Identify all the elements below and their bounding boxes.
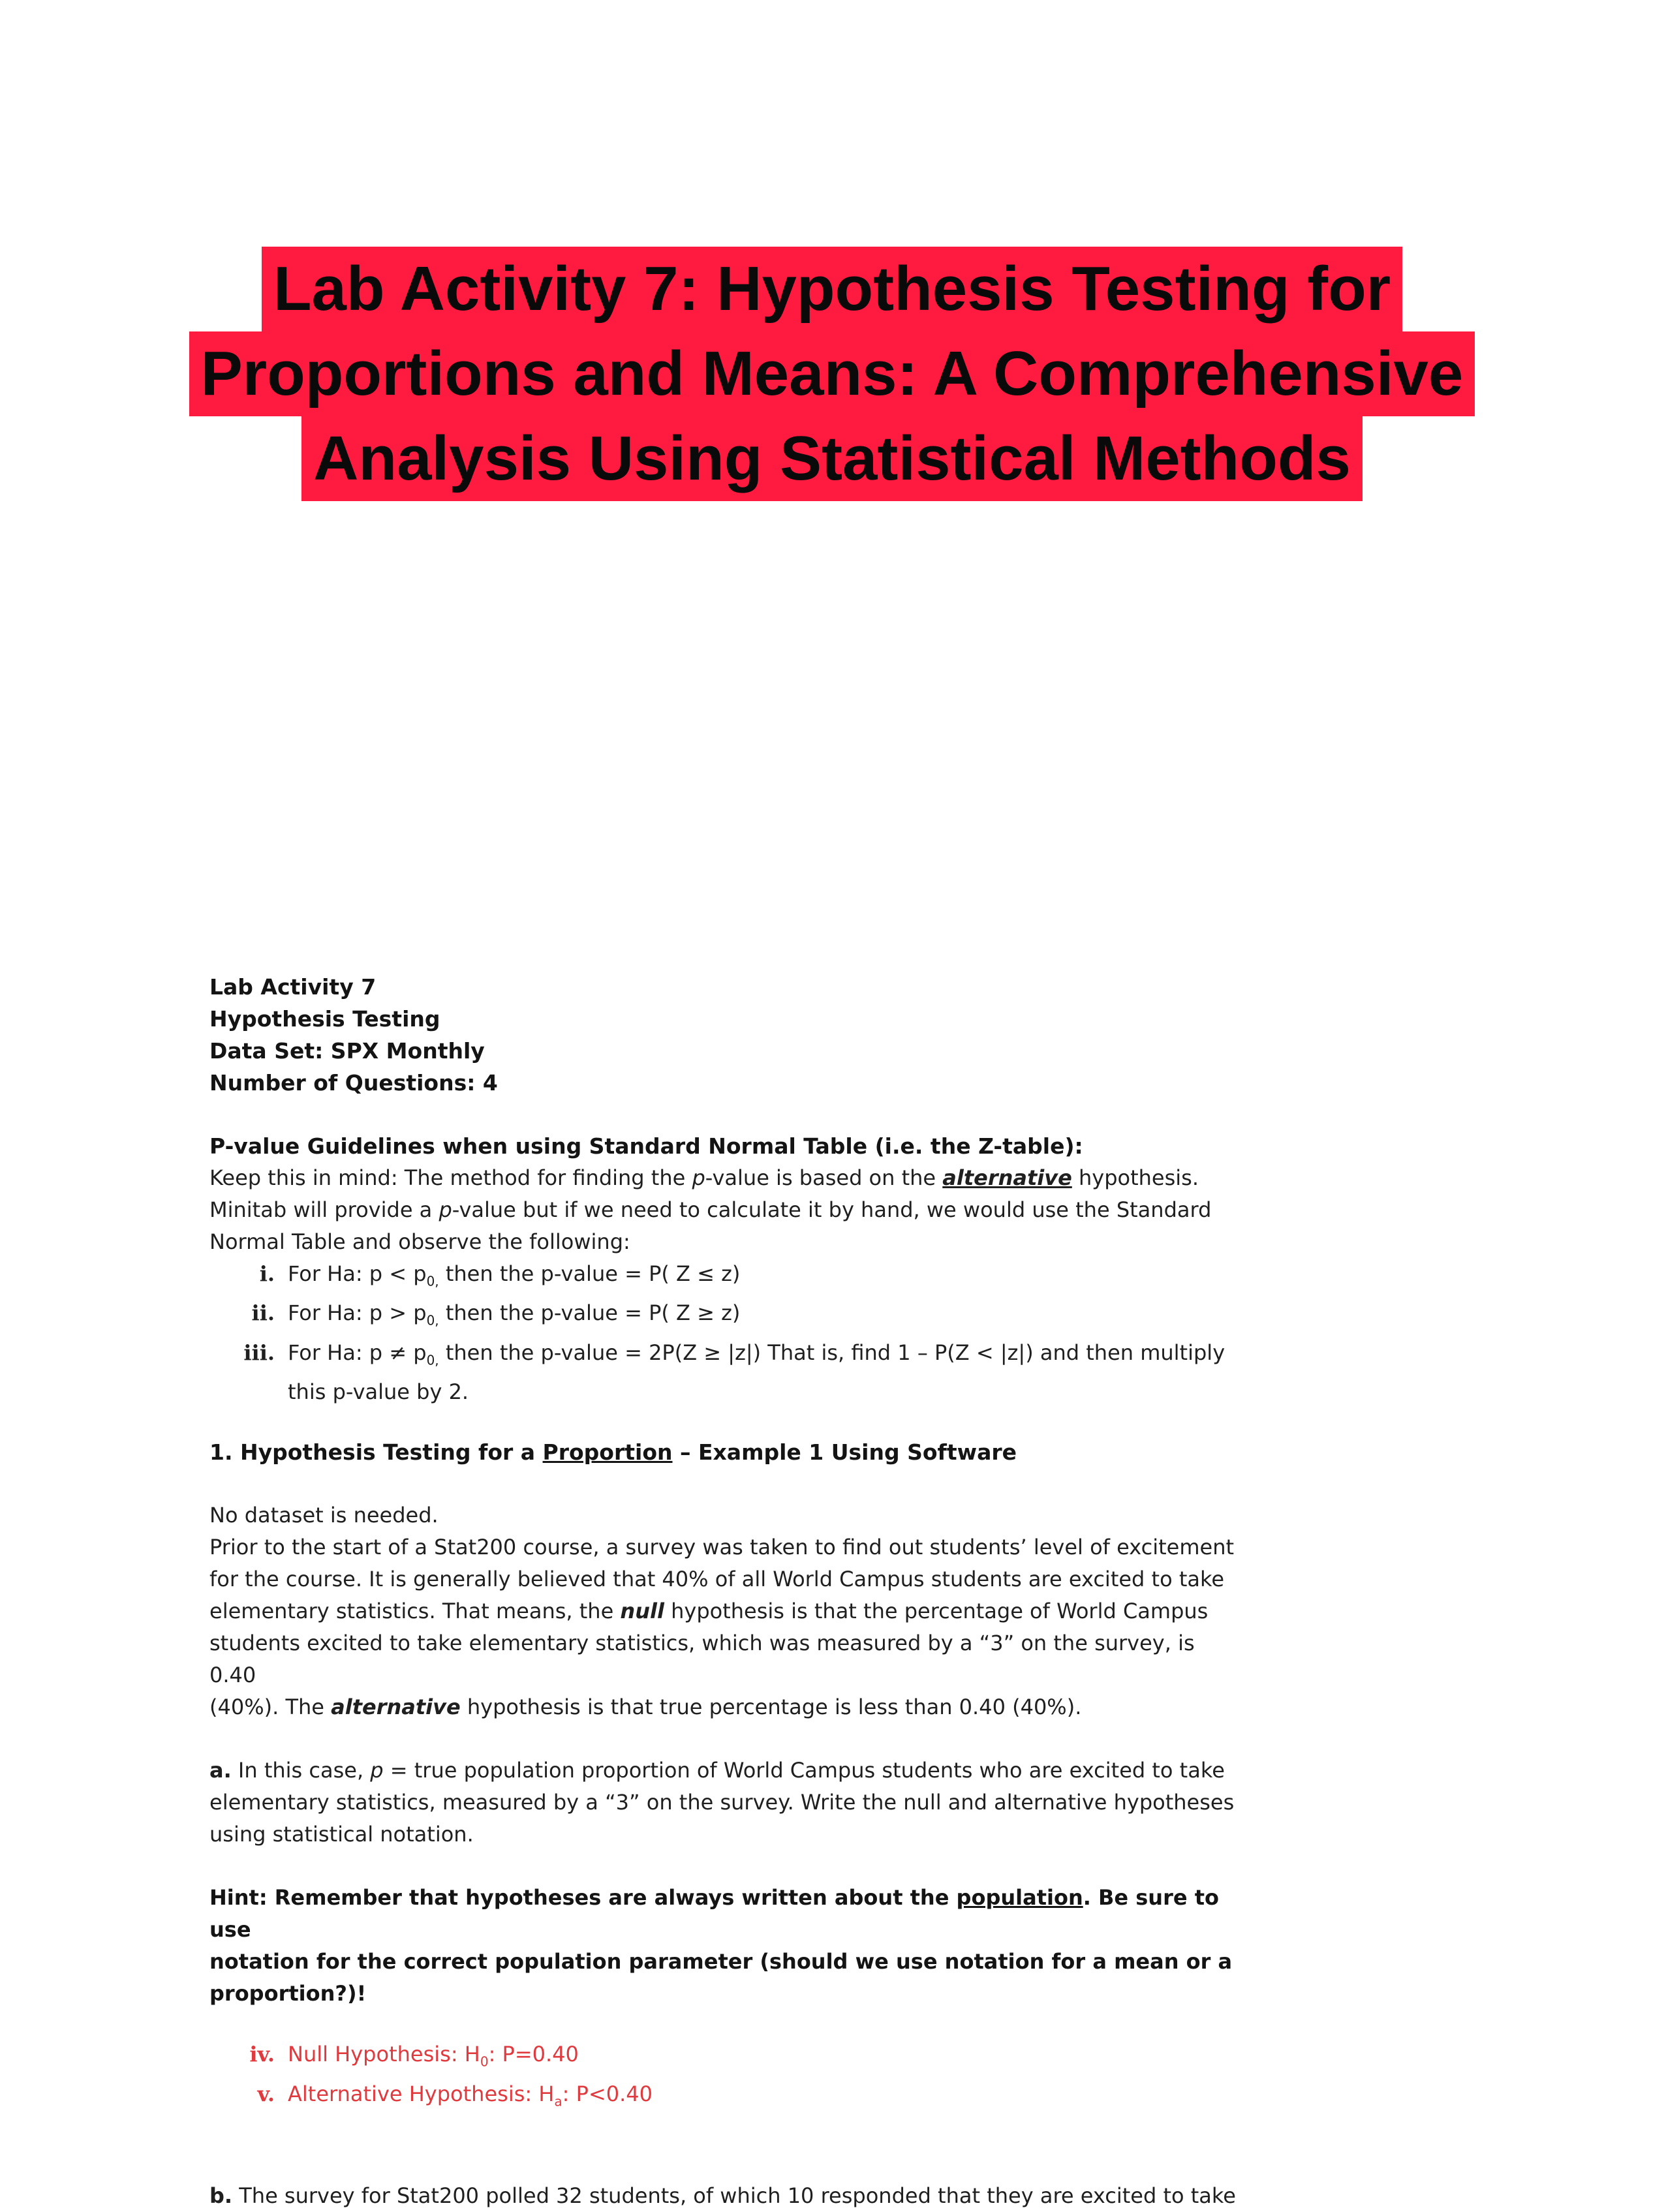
question-b-line-1: b. The survey for Stat200 polled 32 students, of which 10 responded that they are excited to take: [209, 2183, 1236, 2208]
guidelines-heading: P-value Guidelines when using Standard Normal Table (i.e. the Z-table):: [209, 1133, 1083, 1159]
dataset-label: Data Set: SPX Monthly: [209, 1038, 485, 1064]
section-1: [209, 1436, 1240, 2212]
title-line-2: Proportions and Means: A Comprehensive: [189, 331, 1475, 416]
guidelines-line-1: Keep this in mind: The method for finding the p-value is based on the alternative hypothesis.: [209, 1165, 1199, 1190]
list-item-continuation: this p-value by 2.: [288, 1379, 469, 1405]
alternative-emphasis: alternative: [942, 1165, 1072, 1190]
pvalue-guidelines: [209, 1130, 1240, 1408]
answer-list: [209, 2038, 1240, 2117]
guidelines-line-3: Normal Table and observe the following:: [209, 1229, 630, 1254]
intro-paragraph-line-5: (40%). The alternative hypothesis is that true percentage is less than 0.40 (40%).: [209, 1695, 1082, 1720]
title-line-1: Lab Activity 7: Hypothesis Testing for: [262, 247, 1402, 331]
hint-line-2: notation for the correct population parameter (should we use notation for a mean or a: [209, 1949, 1233, 1974]
no-dataset-note: No dataset is needed.: [209, 1503, 439, 1528]
guidelines-list: [209, 1258, 1240, 1408]
document-body: [209, 971, 1240, 2212]
intro-paragraph-line-1: Prior to the start of a Stat200 course, a survey was taken to find out students’ level of excitement: [209, 1535, 1235, 1560]
title-line-3: Analysis Using Statistical Methods: [301, 416, 1363, 501]
document-title: [0, 247, 1664, 501]
list-item: ii. For Ha: $p > p_{0,}$ then the p-value = P( Z ≥ z): [251, 1300, 741, 1329]
lab-header: [209, 971, 1240, 1099]
list-item: iii. For Ha: $p \ne p_{0,}$ then the p-value = 2P(Z ≥ |z|) That is, find 1 – P(Z < |z|) and then multiply: [243, 1340, 1225, 1368]
section-1-title: 1. Hypothesis Testing for a Proportion – Example 1 Using Software: [209, 1439, 1017, 1466]
null-hypothesis-answer: iv. Null Hypothesis: $H_0$: P=0.40: [249, 2042, 579, 2070]
question-a-line-3: using statistical notation.: [209, 1822, 474, 1847]
alternative-hypothesis-answer: v. Alternative Hypothesis: $H_a$: P<0.40: [257, 2081, 653, 2109]
hint-line-1: Hint: Remember that hypotheses are always written about the population. Be sure to use: [209, 1885, 1219, 1943]
question-a-line-2: elementary statistics, measured by a “3” on the survey. Write the null and alternative hypotheses: [209, 1790, 1235, 1815]
intro-paragraph-line-2: for the course. It is generally believed that 40% of all World Campus students are excited to take: [209, 1567, 1225, 1592]
intro-paragraph-line-3: elementary statistics. That means, the null hypothesis is that the percentage of World Campus: [209, 1599, 1209, 1624]
intro-paragraph-line-4: students excited to take elementary statistics, which was measured by a “3” on the survey, is 0.40: [209, 1631, 1195, 1688]
question-count-label: Number of Questions: 4: [209, 1070, 498, 1096]
list-item: i. For Ha: $p < p_{0,}$ then the p-value = P( Z ≤ z): [259, 1261, 741, 1289]
topic-label: Hypothesis Testing: [209, 1006, 440, 1032]
question-a-line-1: a. In this case, p = true population proportion of World Campus students who are excited to take: [209, 1758, 1225, 1783]
guidelines-line-2: Minitab will provide a p-value but if we need to calculate it by hand, we would use the Standard: [209, 1197, 1212, 1222]
activity-label: Lab Activity 7: [209, 974, 377, 1000]
hint-line-3: proportion?)!: [209, 1981, 367, 2006]
